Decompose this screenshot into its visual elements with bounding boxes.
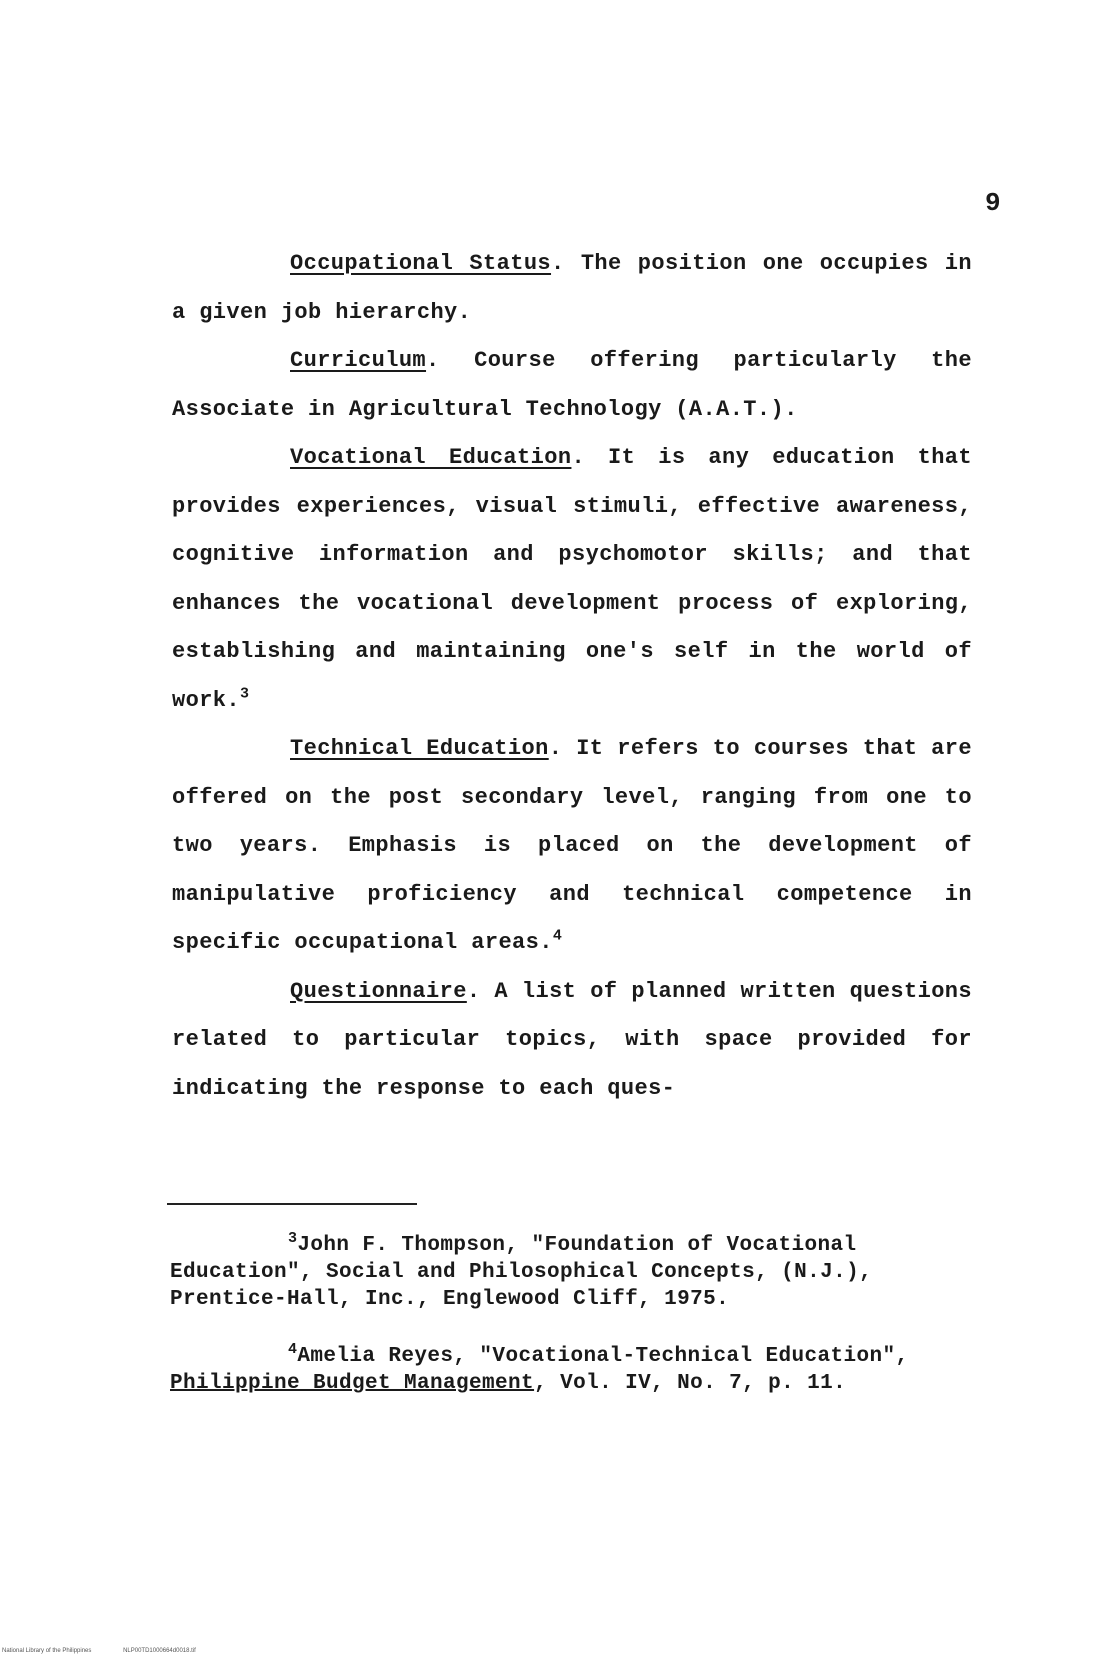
definition-text: . Course offering particularly the Associate in Agricultural Technology (A.A.T.). — [172, 348, 972, 422]
definition-text: . A list of planned written questions related to particular topics, with space provided for indicating the response to each ques- — [172, 978, 972, 1101]
page-number: 9 — [985, 188, 1001, 218]
scan-footer — [2, 1648, 226, 1654]
body-text — [172, 240, 972, 1113]
definition-paragraph — [172, 968, 972, 1114]
definition-term: Technical Education — [290, 736, 549, 761]
footnotes — [170, 1232, 985, 1427]
footnote-text-after: , Vol. IV, No. 7, p. 11. — [534, 1372, 847, 1395]
definition-term: Occupational Status — [290, 251, 552, 276]
definition-text: . It refers to courses that are offered on the post secondary level, ranging from one to two years. Emphasis is placed on the development of manipulative proficiency and technical competence in specific occupational areas. — [172, 736, 972, 955]
footnote-text: John F. Thompson, "Foundation of Vocational Education", Social and Philosophical Concepts, (N.J.), Prentice-Hall, Inc., Englewood Cliff, 1975. — [170, 1234, 873, 1311]
definition-paragraph — [172, 337, 972, 434]
definition-term: Questionnaire — [290, 978, 467, 1004]
definition-paragraph — [172, 725, 972, 968]
scan-file-label: NLP00TD1000664d0018.tif — [123, 1648, 196, 1654]
footnote-marker: 3 — [240, 685, 250, 703]
footnote-publication: Philippine Budget Management — [170, 1372, 535, 1395]
definition-term: Curriculum — [290, 348, 427, 373]
footnote-number: 3 — [288, 1230, 298, 1247]
definition-paragraph — [172, 240, 972, 337]
footnote — [170, 1232, 985, 1313]
footnote — [170, 1343, 985, 1397]
definition-term: Vocational Education — [290, 445, 572, 470]
definition-text: . The position one occupies in a given job hierarchy. — [172, 251, 972, 325]
definition-paragraph — [172, 434, 972, 725]
definition-text: . It is any education that provides experiences, visual stimuli, effective awareness, cognitive information and psychomotor skills; and that enhances the vocational development process of exploring, establishing and maintaining one's self in the world of work. — [172, 445, 973, 713]
scan-library-label: National Library of the Philippines — [2, 1648, 92, 1654]
footnote-number: 4 — [288, 1341, 298, 1358]
footnote-marker: 4 — [552, 927, 563, 945]
footnote-text: Amelia Reyes, "Vocational-Technical Education", — [297, 1345, 909, 1368]
footnote-divider — [167, 1203, 417, 1205]
